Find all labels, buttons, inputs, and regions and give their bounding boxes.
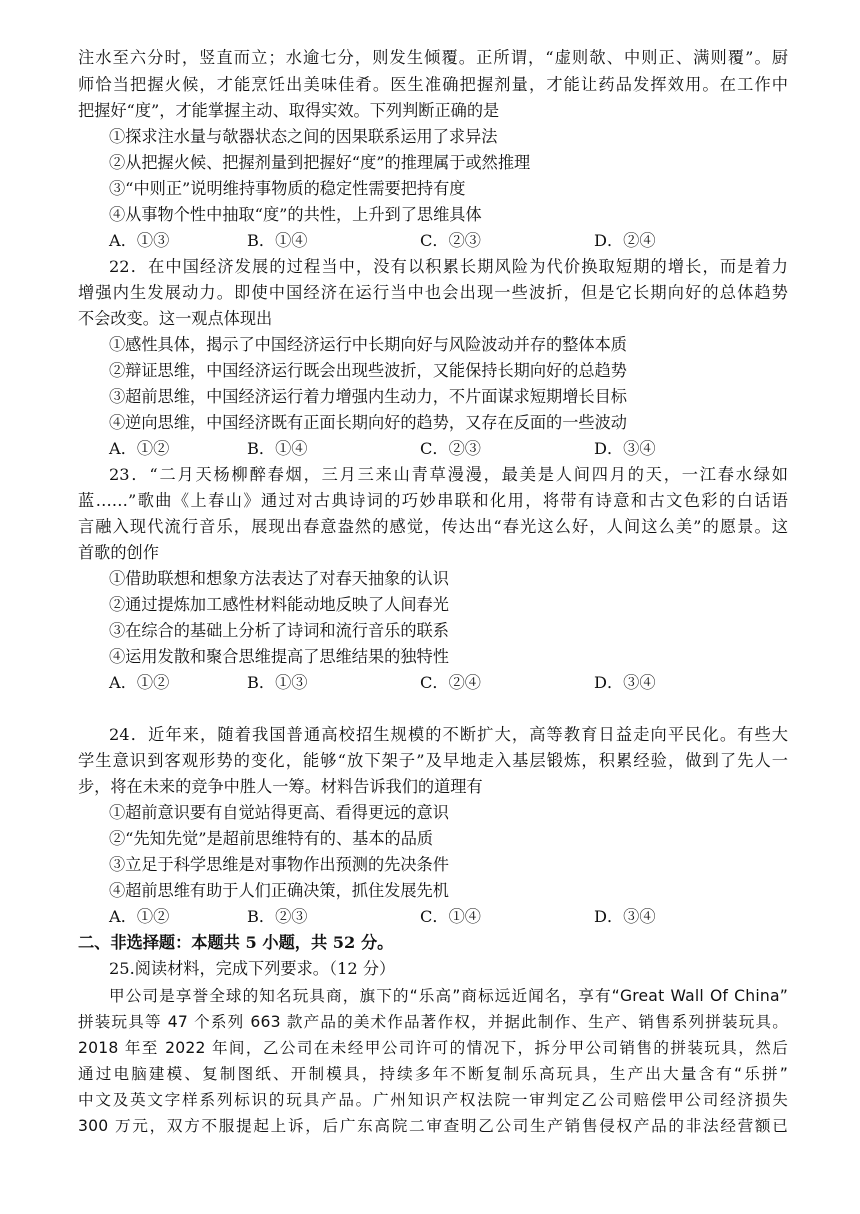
q22-option-b: B．①④	[247, 439, 308, 458]
q23-option-d: D．③④	[594, 673, 656, 692]
q23-stem-line-1: 23．“二月天杨柳醉春烟，三月三来山青草漫漫，最美是人间四月的天，一江春水绿如	[109, 465, 788, 484]
q22-item-3: ③超前思维，中国经济运行着力增强内生动力，不片面谋求短期增长目标	[109, 387, 627, 406]
q24-stem-line-2: 学生意识到客观形势的变化，能够“放下架子”及早地走入基层锻炼，积累经验，做到了先人一	[78, 751, 788, 770]
q24-option-b: B．②③	[247, 907, 308, 926]
q23-item-4: ④运用发散和聚合思维提高了思维结果的独特性	[109, 647, 449, 666]
q22-options	[109, 438, 709, 460]
q22-option-d: D．③④	[594, 439, 656, 458]
q21-option-d: D．②④	[594, 231, 656, 250]
q23-item-3: ③在综合的基础上分析了诗词和流行音乐的联系	[109, 621, 449, 640]
q24-item-4: ④超前思维有助于人们正确决策，抓住发展先机	[109, 881, 449, 900]
q24-options	[109, 906, 709, 928]
q23-stem-line-3: 言融入现代流行音乐，展现出春意盎然的感觉，传达出“春光这么好，人间这么美”的愿景。这	[78, 517, 788, 536]
q21-option-a: A．①③	[109, 231, 170, 250]
q21-stem-line-2: 师恰当把握火候，才能烹饪出美味佳肴。医生准确把握剂量，才能让药品发挥效用。在工作中	[78, 75, 788, 94]
q21-item-3: ③“中则正”说明维持事物质的稳定性需要把持有度	[109, 179, 466, 198]
q25-material-line-2: 拼装玩具等 47 个系列 663 款产品的美术作品著作权，并据此制作、生产、销售系列拼装玩具。	[78, 1013, 788, 1031]
q24-item-2: ②“先知先觉”是超前思维特有的、基本的品质	[109, 829, 434, 848]
q25-material-line-4: 通过电脑建模、复制图纸、开制模具，持续多年不断复制乐高玩具，生产出大量含有“乐拼”	[78, 1065, 788, 1083]
q23-stem-line-4: 首歌的创作	[78, 543, 159, 562]
q25-title: 25.阅读材料，完成下列要求。（12 分）	[109, 959, 396, 978]
q24-option-c: C．①④	[420, 907, 481, 926]
q23-item-2: ②通过提炼加工感性材料能动地反映了人间春光	[109, 595, 449, 614]
q22-item-2: ②辩证思维，中国经济运行既会出现些波折，又能保持长期向好的总趋势	[109, 361, 627, 380]
q23-options	[109, 672, 709, 694]
q23-option-c: C．②④	[420, 673, 481, 692]
q21-option-b: B．①④	[247, 231, 308, 250]
q21-item-1: ①探求注水量与欹器状态之间的因果联系运用了求异法	[109, 127, 498, 146]
q21-option-c: C．②③	[420, 231, 481, 250]
q22-item-4: ④逆向思维，中国经济既有正面长期向好的趋势，又存在反面的一些波动	[109, 413, 627, 432]
q23-option-a: A．①②	[109, 673, 170, 692]
q21-stem-line-3: 把握好“度”，才能掌握主动、取得实效。下列判断正确的是	[78, 101, 500, 120]
q24-stem-line-1: 24．近年来，随着我国普通高校招生规模的不断扩大，高等教育日益走向平民化。有些大	[109, 725, 788, 744]
q25-material-line-1: 甲公司是享誉全球的知名玩具商，旗下的“乐高”商标远近闻名，享有“Great Wall Of China”	[109, 987, 788, 1005]
q23-option-b: B．①③	[247, 673, 308, 692]
q21-item-2: ②从把握火候、把握剂量到把握好“度”的推理属于或然推理	[109, 153, 531, 172]
q22-stem-line-2: 增强内生发展动力。即使中国经济在运行当中也会出现一些波折，但是它长期向好的总体趋势	[78, 283, 788, 302]
q24-item-3: ③立足于科学思维是对事物作出预测的先决条件	[109, 855, 449, 874]
q23-item-1: ①借助联想和想象方法表达了对春天抽象的认识	[109, 569, 449, 588]
q24-option-d: D．③④	[594, 907, 656, 926]
section-heading: 二、非选择题：本题共 5 小题，共 52 分。	[78, 933, 394, 952]
q23-stem-line-2: 蓝……”歌曲《上春山》通过对古典诗词的巧妙串联和化用，将带有诗意和古文色彩的白话语	[78, 491, 788, 510]
q22-stem-line-1: 22．在中国经济发展的过程当中，没有以积累长期风险为代价换取短期的增长，而是着力	[109, 257, 788, 276]
q25-material-line-3: 2018 年至 2022 年间，乙公司在未经甲公司许可的情况下，拆分甲公司销售的拼装玩具，然后	[78, 1039, 788, 1057]
q22-stem-line-3: 不会改变。这一观点体现出	[78, 309, 273, 328]
q25-material-line-5: 中文及英文字样系列标识的玩具产品。广州知识产权法院一审判定乙公司赔偿甲公司经济损失	[78, 1091, 788, 1109]
q21-item-4: ④从事物个性中抽取“度”的共性，上升到了思维具体	[109, 205, 482, 224]
q21-options	[109, 230, 709, 252]
q22-option-a: A．①②	[109, 439, 170, 458]
q21-stem-line-1: 注水至六分时，竖直而立；水逾七分，则发生倾覆。正所谓，“虚则欹、中则正、满则覆”。厨	[78, 48, 788, 67]
q24-option-a: A．①②	[109, 907, 170, 926]
q24-stem-line-3: 步，将在未来的竞争中胜人一筹。材料告诉我们的道理有	[78, 777, 483, 796]
q22-item-1: ①感性具体，揭示了中国经济运行中长期向好与风险波动并存的整体本质	[109, 335, 627, 354]
q24-item-1: ①超前意识要有自觉站得更高、看得更远的意识	[109, 803, 449, 822]
q22-option-c: C．②③	[420, 439, 481, 458]
q25-material-line-6: 300 万元，双方不服提起上诉，后广东高院二审查明乙公司生产销售侵权产品的非法经营额已	[78, 1117, 788, 1135]
